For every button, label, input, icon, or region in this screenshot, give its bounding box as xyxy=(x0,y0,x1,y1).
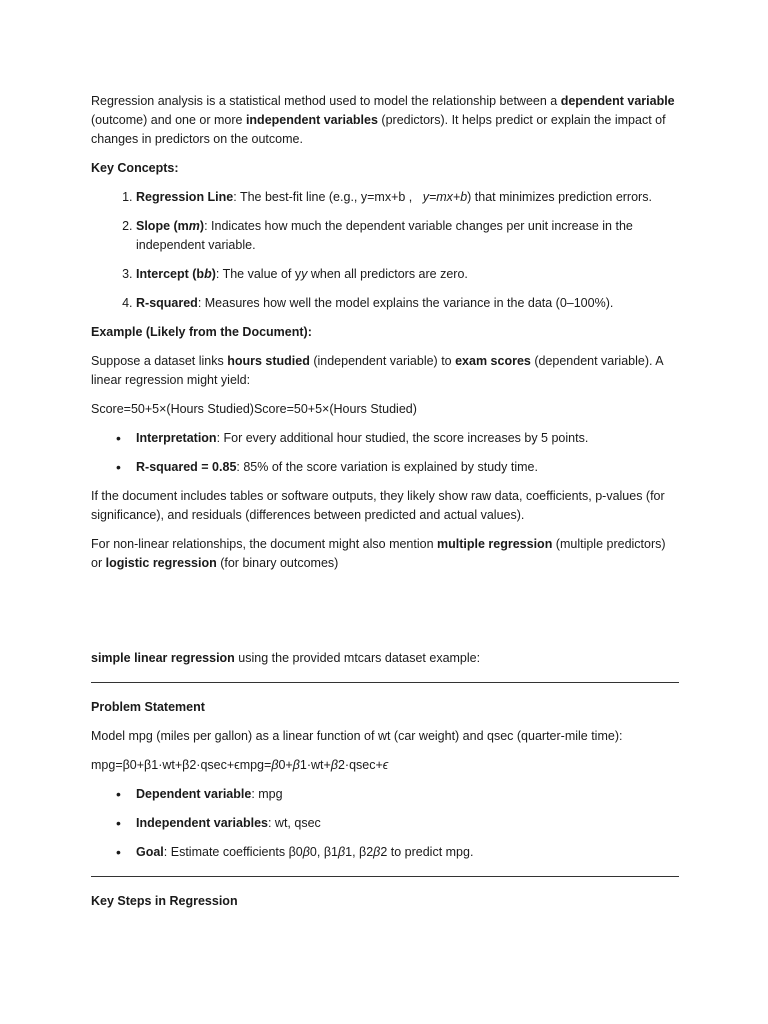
list-item xyxy=(136,188,679,207)
heading-text: Example (Likely from the Document): xyxy=(91,325,312,339)
mpg-formula xyxy=(91,756,679,775)
mtcars-bullets xyxy=(91,785,679,862)
term: Independent variables xyxy=(136,816,268,830)
item-text: 0, β1 xyxy=(309,845,338,859)
para-text: Suppose a dataset links xyxy=(91,354,228,368)
item-text: : The best-fit line (e.g., y=mx+b , xyxy=(233,190,423,204)
heading-text: Problem Statement xyxy=(91,700,205,714)
item-text: : mpg xyxy=(251,787,283,801)
term-part: ) xyxy=(199,219,205,233)
list-item xyxy=(136,458,679,477)
term-exam-scores: exam scores xyxy=(455,354,531,368)
term-hours-studied: hours studied xyxy=(227,354,310,368)
example-paragraph xyxy=(91,352,679,390)
item-text: : Estimate coefficients β0 xyxy=(163,845,303,859)
score-formula: Score=50+5×(Hours Studied)Score=50+5×(Hours Studied) xyxy=(91,402,417,416)
item-italic: y xyxy=(301,267,308,281)
list-item xyxy=(136,265,679,284)
problem-heading xyxy=(91,698,679,717)
intro-text: (outcome) and one or more xyxy=(91,113,246,127)
formula-italic: β xyxy=(330,758,338,772)
term: R-squared xyxy=(136,296,198,310)
formula-part: 2·qsec+ xyxy=(337,758,383,772)
term: Dependent variable xyxy=(136,787,252,801)
document-body xyxy=(91,92,679,921)
heading-text: Key Steps in Regression xyxy=(91,894,238,908)
term-italic: b xyxy=(204,267,212,281)
item-text: 1, β2 xyxy=(345,845,374,859)
horizontal-rule xyxy=(91,682,679,683)
formula-italic: ϵ xyxy=(382,758,389,772)
list-item xyxy=(136,785,679,804)
item-text: : wt, qsec xyxy=(267,816,321,830)
item-text: : The value of y xyxy=(215,267,302,281)
term-logistic-regression: logistic regression xyxy=(105,556,217,570)
example-bullets xyxy=(91,429,679,477)
problem-text: Model mpg (miles per gallon) as a linear function of wt (car weight) and qsec (quarter-mile time): xyxy=(91,729,623,743)
term xyxy=(136,219,204,233)
para-text: (independent variable) to xyxy=(309,354,456,368)
item-italic: y=mx+b xyxy=(422,190,468,204)
term xyxy=(136,267,216,281)
formula-italic: β xyxy=(271,758,279,772)
term-simple-linear-regression: simple linear regression xyxy=(91,651,235,665)
key-concepts-heading xyxy=(91,159,679,178)
para-text: using the provided mtcars dataset example: xyxy=(234,651,481,665)
term-dependent-variable: dependent variable xyxy=(560,94,675,108)
item-text: : Measures how well the model explains the variance in the data (0–100%). xyxy=(197,296,614,310)
para-text: For non-linear relationships, the document might also mention xyxy=(91,537,438,551)
para-text: (multiple predictors) or xyxy=(91,537,666,570)
mtcars-intro xyxy=(91,649,679,668)
heading-text: Key Concepts: xyxy=(91,161,179,175)
item-text: 2 to predict mpg. xyxy=(380,845,474,859)
intro-text: (predictors). It helps predict or explain the impact of changes in predictors on the outcome. xyxy=(91,113,666,146)
horizontal-rule xyxy=(91,876,679,877)
term-part: Intercept (b xyxy=(136,267,205,281)
tables-paragraph: If the document includes tables or software outputs, they likely show raw data, coefficients, p-values (for significance), and residuals (differences between predicted and actual values). xyxy=(91,489,665,522)
term-part: Slope (m xyxy=(136,219,189,233)
item-text: : For every additional hour studied, the score increases by 5 points. xyxy=(216,431,589,445)
spacer xyxy=(91,583,679,649)
list-item xyxy=(136,294,679,313)
list-item xyxy=(136,814,679,833)
formula-part: mpg=β0+β1·wt+β2·qsec+ϵmpg= xyxy=(91,758,272,772)
key-concepts-list xyxy=(91,188,679,313)
list-item xyxy=(136,429,679,448)
list-item xyxy=(136,843,679,862)
item-italic: β xyxy=(337,845,346,859)
term: Regression Line xyxy=(136,190,234,204)
term: R-squared = 0.85 xyxy=(136,460,237,474)
example-heading xyxy=(91,323,679,342)
term: Interpretation xyxy=(136,431,217,445)
steps-heading xyxy=(91,892,679,911)
term-part: ) xyxy=(211,267,216,281)
formula-part: 1·wt+ xyxy=(299,758,331,772)
term-multiple-regression: multiple regression xyxy=(437,537,553,551)
item-text: when all predictors are zero. xyxy=(307,267,468,281)
intro-paragraph xyxy=(91,92,679,149)
item-text: : Indicates how much the dependent variable changes per unit increase in the independent variable. xyxy=(136,219,633,252)
term: Goal xyxy=(136,845,164,859)
nonlinear-paragraph xyxy=(91,535,679,573)
list-item xyxy=(136,217,679,255)
item-italic: β xyxy=(302,845,310,859)
formula-part: 0+ xyxy=(278,758,293,772)
para-text: (dependent variable). A linear regression might yield: xyxy=(91,354,663,387)
formula-italic: β xyxy=(292,758,300,772)
item-text: : 85% of the score variation is explained by study time. xyxy=(236,460,538,474)
item-italic: β xyxy=(373,845,381,859)
para-text: (for binary outcomes) xyxy=(216,556,339,570)
intro-text: Regression analysis is a statistical method used to model the relationship between a xyxy=(91,94,561,108)
term-italic: m xyxy=(188,219,200,233)
item-text: ) that minimizes prediction errors. xyxy=(467,190,652,204)
term-independent-variables: independent variables xyxy=(245,113,378,127)
